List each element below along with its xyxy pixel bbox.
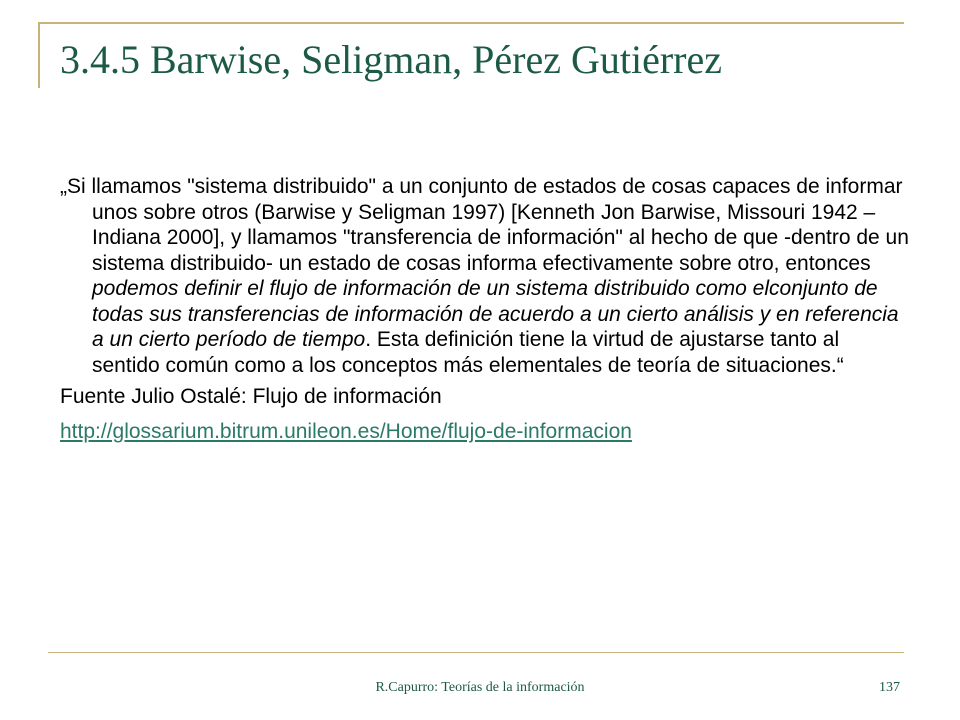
quote-intro: „Si llamamos "sistema distribuido" a un conjunto de estados de cosas capaces de informar unos sobre otros (Barwise y Seligman 1997) [Kenneth Jon Barwise, Missouri 1942 – Indiana 2000], y llamamos "transferencia de información" al hecho de que -dentro de un sistema distribuido- un estado de cosas informa efectivamente sobre otro, entonces [60,175,909,275]
source-line: Fuente Julio Ostalé: Flujo de información [60,385,442,408]
footer-text: R.Capurro: Teorías de la información [375,680,585,695]
quote-paragraph [60,174,910,378]
source-link[interactable]: http://glossarium.bitrum.unileon.es/Home/flujo-de-informacion [60,419,632,443]
top-rule [38,22,904,24]
slide-title: 3.4.5 Barwise, Seligman, Pérez Gutiérrez [60,37,723,82]
quote-italic: podemos definir el flujo de información de un sistema distribuido como elconjunto de todas sus transferencias de información de acuerdo a un cierto análisis y en referencia a un cierto período de tiempo [92,277,899,351]
slide-body [60,174,910,444]
quote-ending: . Esta definición tiene la virtud de ajustarse tanto al sentido común como a los conceptos más elementales de teoría de situaciones.“ [92,328,844,377]
bottom-rule [48,652,904,653]
page-number: 137 [879,680,900,695]
left-rule [38,22,40,88]
